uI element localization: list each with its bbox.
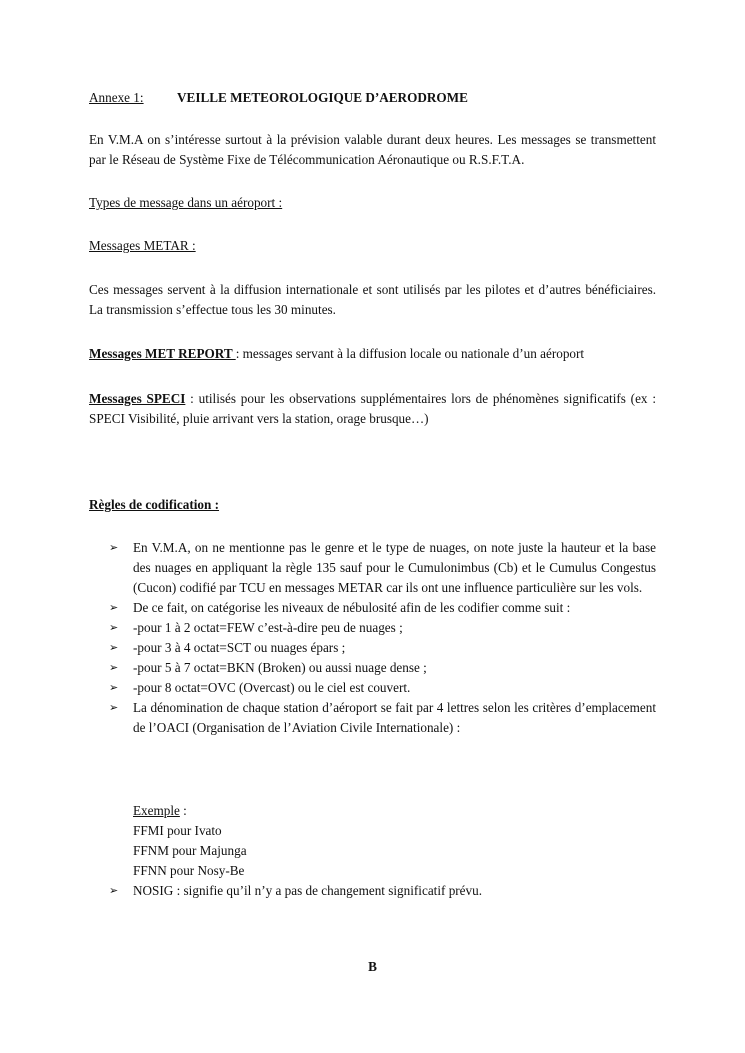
metar-heading: Messages METAR :: [89, 238, 196, 253]
page-number: B: [368, 959, 377, 974]
list-item: ➢ NOSIG : signifie qu’il n’y a pas de changement significatif prévu.: [89, 881, 656, 901]
speci-paragraph: [89, 389, 656, 429]
arrow-bullet-icon: ➢: [109, 541, 119, 554]
annex-label: Annexe 1:: [89, 90, 144, 105]
arrow-bullet-icon: ➢: [109, 681, 119, 694]
met-report-text: : messages servant à la diffusion locale ou nationale d’un aéroport: [235, 346, 585, 361]
speci-heading: Messages SPECI: [89, 391, 186, 406]
met-report-heading: Messages MET REPORT: [89, 346, 236, 361]
list-item: ➢ La dénomination de chaque station d’aéroport se fait par 4 lettres selon les critères d’emplacement de l’OACI (Organisation de l’Aviation Civile Internationale) :: [109, 700, 656, 735]
example-label-line: [133, 801, 656, 821]
speci-text: : utilisés pour les observations supplémentaires lors de phénomènes significatifs (ex : SPECI Visibilité, pluie arrivant vers la station, orage brusque…): [89, 391, 656, 426]
rules-heading: Règles de codification :: [89, 497, 220, 512]
document-body: [89, 88, 656, 901]
nosig-list: [89, 881, 656, 901]
list-item: ➢ -pour 3 à 4 octat=SCT ou nuages épars ;: [89, 638, 656, 658]
rules-list: [89, 538, 656, 738]
example-block: [89, 801, 656, 881]
list-item: ➢ En V.M.A, on ne mentionne pas le genre et le type de nuages, on note juste la hauteur et la base des nuages en appliquant la règle 135 sauf pour le Cumulonimbus (Cb) et le Cumulus Congestus (Cucon) codifié par TCU en messages METAR car ils ont une influence particulière sur les vols.: [109, 540, 656, 595]
met-report-paragraph: [89, 344, 656, 364]
annex-title-line: [89, 88, 656, 108]
arrow-bullet-icon: ➢: [109, 884, 119, 897]
example-label-suffix: :: [179, 803, 187, 818]
annex-title: VEILLE METEOROLOGIQUE D’AERODROME: [177, 90, 468, 105]
list-item: ➢ -pour 1 à 2 octat=FEW c’est-à-dire peu de nuages ;: [89, 618, 656, 638]
arrow-bullet-icon: ➢: [109, 621, 119, 634]
example-label: Exemple: [133, 803, 180, 818]
metar-paragraph: Ces messages servent à la diffusion internationale et sont utilisés par les pilotes et d’autres bénéficiaires. La transmission s’effectue tous les 30 minutes.: [89, 282, 656, 317]
list-item: ➢ De ce fait, on catégorise les niveaux de nébulosité afin de les codifier comme suit :: [89, 598, 656, 618]
arrow-bullet-icon: ➢: [109, 601, 119, 614]
intro-paragraph: En V.M.A on s’intéresse surtout à la prévision valable durant deux heures. Les messages se transmettent par le Réseau de Système Fixe de Télécommunication Aéronautique ou R.S.F.T.A.: [89, 132, 656, 167]
example-line: FFNM pour Majunga: [133, 843, 247, 858]
arrow-bullet-icon: ➢: [109, 701, 119, 714]
arrow-bullet-icon: ➢: [109, 641, 119, 654]
list-item: ➢ -pour 8 octat=OVC (Overcast) ou le ciel est couvert.: [89, 678, 656, 698]
arrow-bullet-icon: ➢: [109, 661, 119, 674]
example-line: FFMI pour Ivato: [133, 823, 222, 838]
types-heading: Types de message dans un aéroport :: [89, 195, 283, 210]
list-item: ➢ -pour 5 à 7 octat=BKN (Broken) ou aussi nuage dense ;: [89, 658, 656, 678]
example-line: FFNN pour Nosy-Be: [133, 863, 245, 878]
